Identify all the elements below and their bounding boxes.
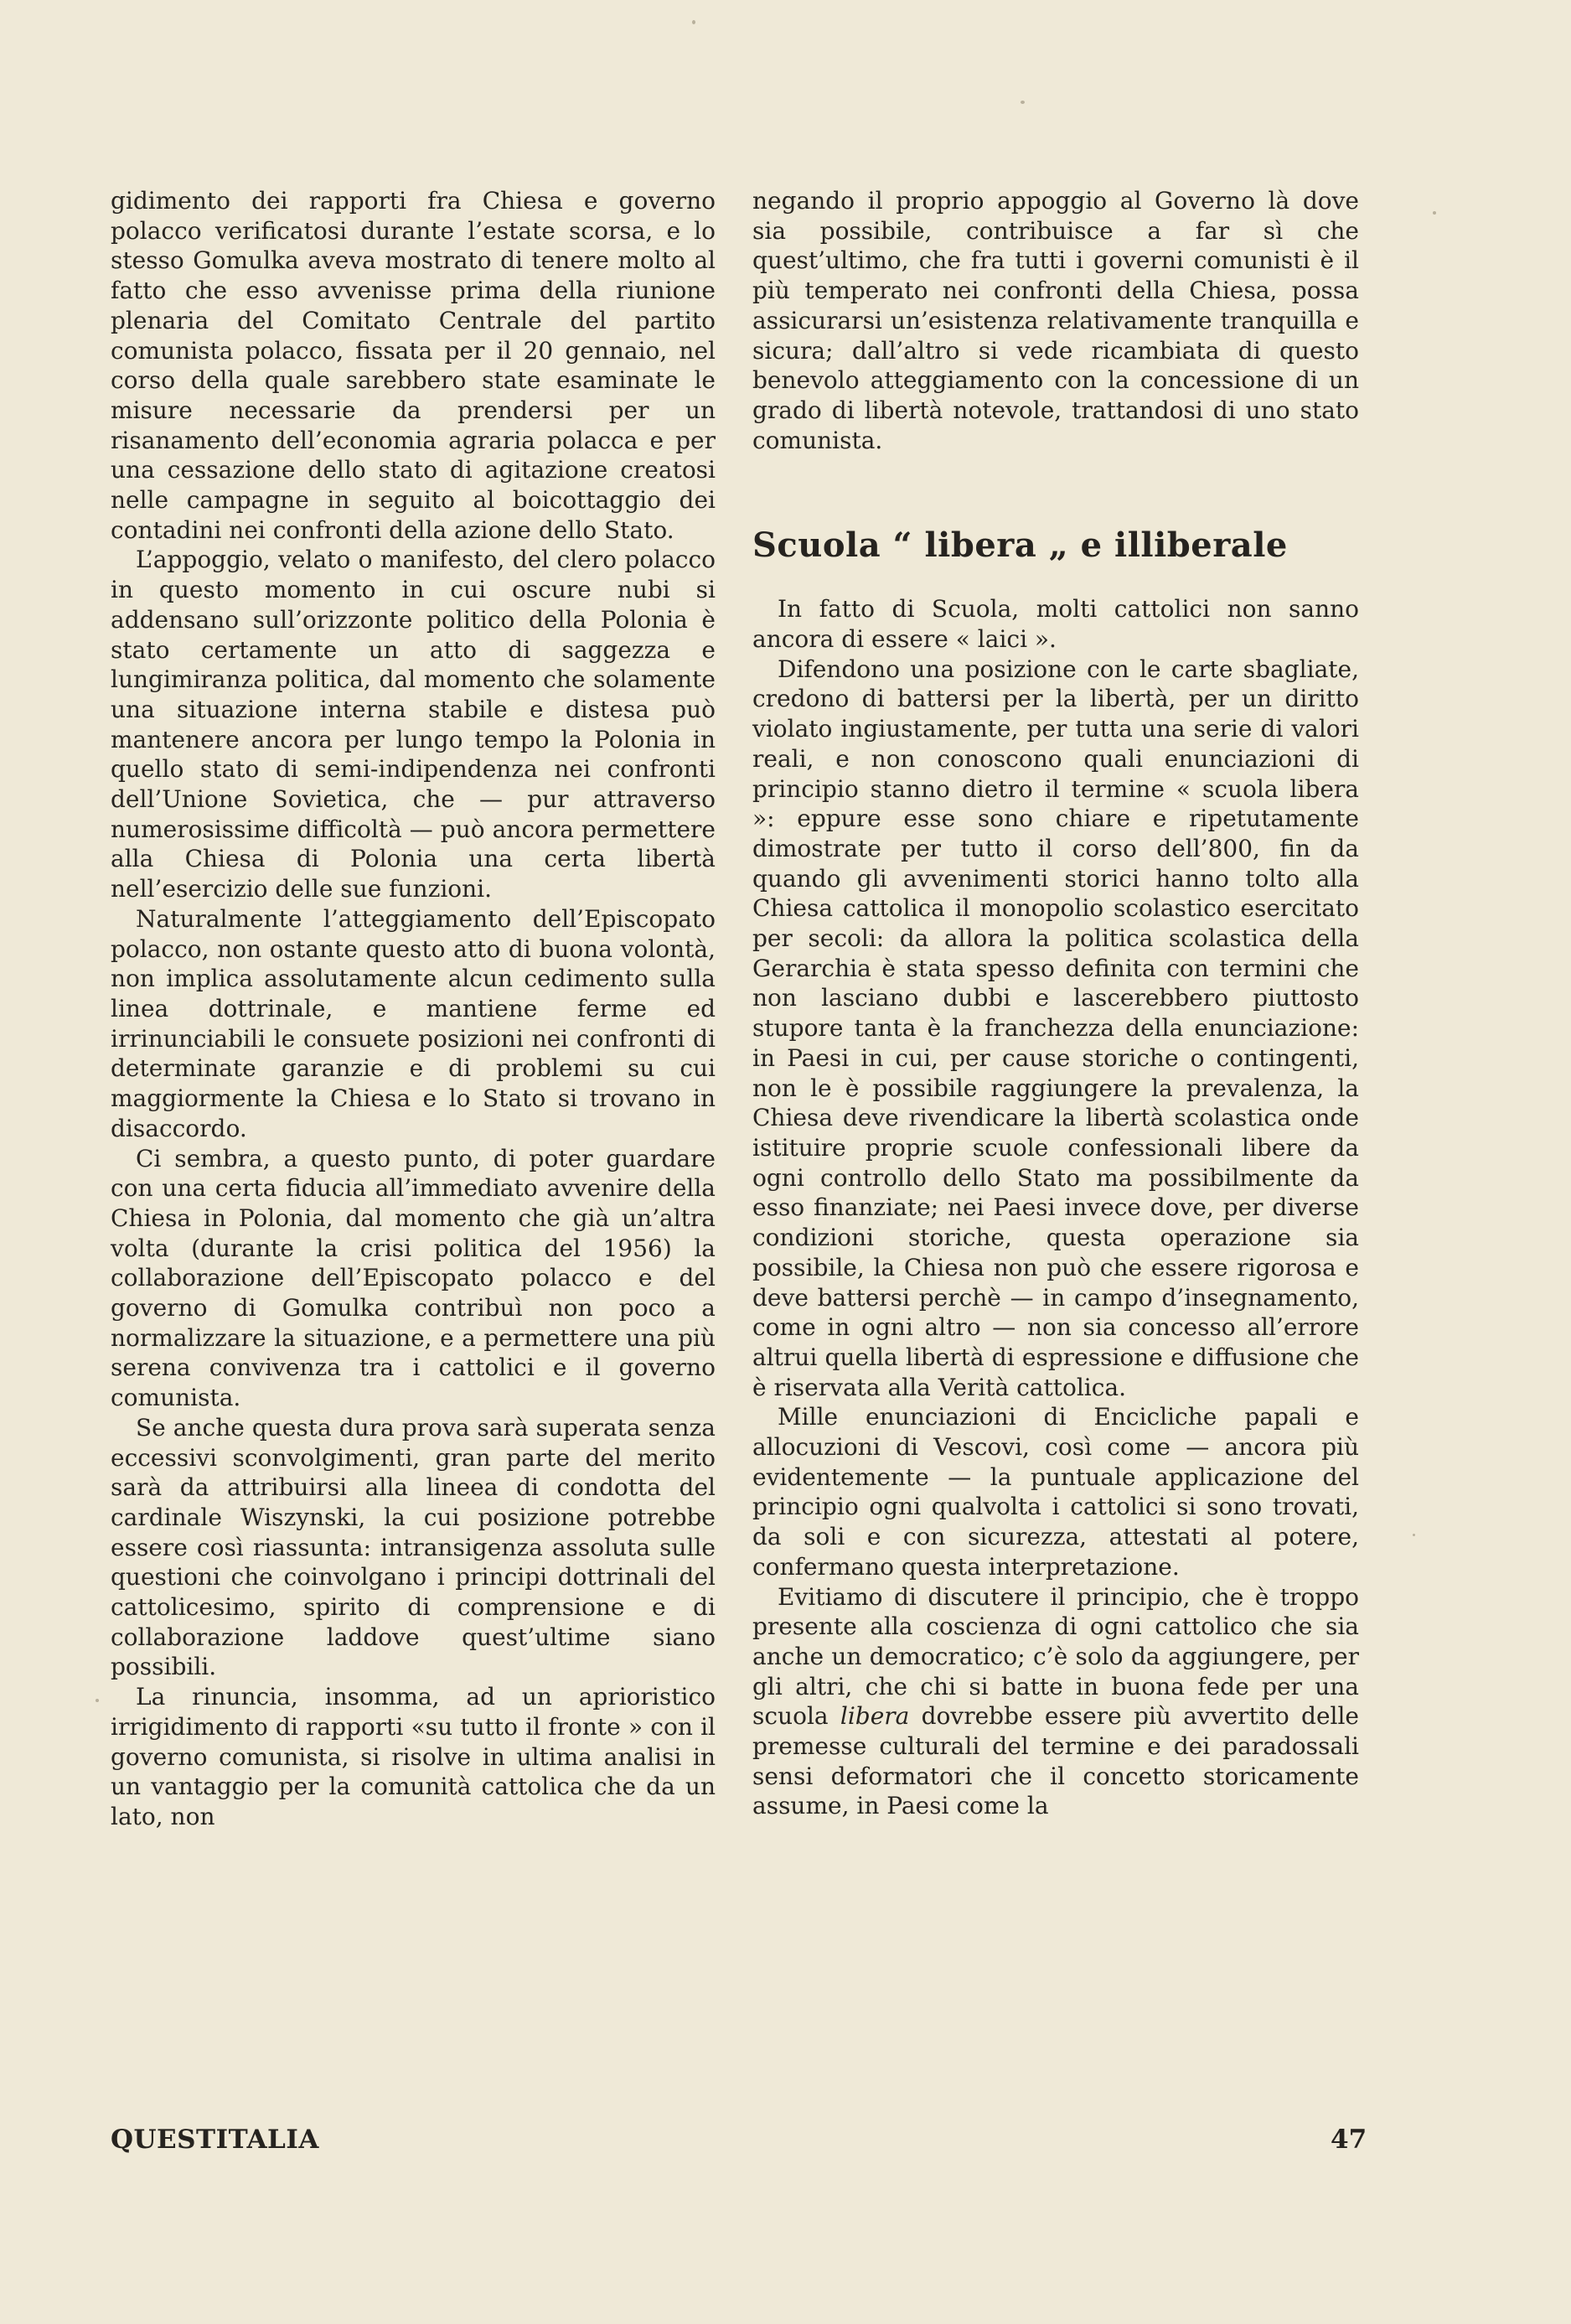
- page-number: 47: [1331, 2125, 1367, 2155]
- paper-speck: [1413, 1534, 1415, 1536]
- paper-speck: [1433, 211, 1436, 215]
- text-run: Evitiamo di discutere il principio, che è troppo presente alla coscienza di ogni cattolico che sia anche un democratico; c’è solo da aggiungere, per gli altri, che chi si batte in buona fede per una scuola: [752, 1582, 1359, 1731]
- body-paragraph: L’appoggio, velato o manifesto, del clero polacco in questo momento in cui oscure nubi si addensano sull’orizzonte politico della Polonia è stato certamente un atto di saggezza e lungimiranza politica, dal momento che solamente una situazione interna stabile e distesa può mantenere ancora per lungo tempo la Polonia in quello stato di semi-indipendenza nei confronti dell’Unione Sovietica, che — pur attraverso numerosissime difficoltà — può ancora permettere alla Chiesa di Polonia una certa libertà nell’esercizio delle sue funzioni.: [111, 546, 716, 903]
- body-paragraph: Ci sembra, a questo punto, di poter guardare con una certa fiducia all’immediato avvenire della Chiesa in Polonia, dal momento che già un’altra volta (durante la crisi politica del 1956) la collaborazione dell’Episcopato polacco e del governo di Gomulka contribuì non poco a normalizzare la situazione, e a permettere una più serena convivenza tra i cattolici e il governo comunista.: [111, 1144, 716, 1412]
- right-column: [752, 186, 1359, 1821]
- intro-paragraph: negando il proprio appoggio al Governo là dove sia possibile, contribuisce a far sì che quest’ultimo, che fra tutti i governi comunisti è il più temperato nei confronti della Chiesa, possa assicurarsi un’esistenza relativamente tranquilla e sicura; dall’altro si vede ricambiata di questo benevolo atteggiamento con la concessione di un grado di libertà notevole, trattandosi di uno stato comunista.: [752, 187, 1359, 454]
- body-paragraph: In fatto di Scuola, molti cattolici non sanno ancora di essere « laici ».: [752, 595, 1359, 654]
- publication-name: QUESTITALIA: [111, 2125, 319, 2155]
- body-paragraph: La rinuncia, insomma, ad un aprioristico irrigidimento di rapporti «su tutto il fronte » con il governo comunista, si risolve in ultima analisi in un vantaggio per la comunità cattolica che da un lato, non: [111, 1683, 716, 1830]
- text-run: dovrebbe essere più avvertito delle premesse culturali del termine e dei paradossali sensi deformatori che il concetto storicamente assume, in Paesi come la: [752, 1702, 1360, 1820]
- body-paragraph: Naturalmente l’atteggiamento dell’Episcopato polacco, non ostante questo atto di buona volontà, non implica assolutamente alcun cedimento sulla linea dottrinale, e mantiene ferme ed irrinunciabili le consuete posizioni nei confronti di determinate garanzie e di problemi su cui maggiormente la Chiesa e lo Stato si trovano in disaccordo.: [111, 904, 716, 1142]
- body-paragraph: Difendono una posizione con le carte sbagliate, credono di battersi per la libertà, per un diritto violato ingiustamente, per tutta una serie di valori reali, e non conoscono quali enunciazioni di principio stanno dietro il termine « scuola libera »: eppure esse sono chiare e ripetutamente dimostrate per tutto il corso dell’800, fin da quando gli avvenimenti storici hanno tolto alla Chiesa cattolica il monopolio scolastico esercitato per secoli: da allora la politica scolastica della Gerarchia è stata spesso definita con termini che non lasciano dubbi e lascerebbero piuttosto stupore tanta è la franchezza della enunciazione: in Paesi in cui, per cause storiche o contingenti, non le è possibile raggiungere la prevalenza, la Chiesa deve rivendicare la libertà scolastica onde istituire proprie scuole confessionali libere da ogni controllo dello Stato ma possibilmente da esso finanziate; nei Paesi invece dove, per diverse condizioni storiche, questa operazione sia possibile, la Chiesa non può che essere rigorosa e deve battersi perchè — in campo d’insegnamento, come in ogni altro — non sia concesso all’errore altrui quella libertà di espressione e diffusione che è riservata alla Verità cattolica.: [752, 655, 1359, 1401]
- italic-term: libera: [840, 1702, 910, 1731]
- section-heading: Scuola “ libera „ e illiberale: [752, 525, 1288, 566]
- body-paragraph: Se anche questa dura prova sarà superata senza eccessivi sconvolgimenti, gran parte del merito sarà da attribuirsi alla lineea di condotta del cardinale Wiszynski, la cui posizione potrebbe essere così riassunta: intransigenza assoluta sulle questioni che coinvolgano i principi dottrinali del cattolicesimo, spirito di comprensione e di collaborazione laddove quest’ultime siano possibili.: [111, 1413, 716, 1681]
- body-paragraph: gidimento dei rapporti fra Chiesa e governo polacco verificatosi durante l’estate scorsa, e lo stesso Gomulka aveva mostrato di tenere molto al fatto che esso avvenisse prima della riunione plenaria del Comitato Centrale del partito comunista polacco, fissata per il 20 gennaio, nel corso della quale sarebbero state esaminate le misure necessarie da prendersi per un risanamento dell’economia agraria polacca e per una cessazione dello stato di agitazione creatosi nelle campagne in seguito al boicottaggio dei contadini nei confronti della azione dello Stato.: [111, 187, 716, 544]
- left-column: [111, 186, 716, 1832]
- paper-speck: [1021, 101, 1025, 104]
- body-paragraph-last: [752, 1582, 1359, 1822]
- paper-speck: [692, 20, 695, 24]
- section-spacer: [752, 455, 1359, 525]
- paper-speck: [96, 1699, 99, 1702]
- body-paragraph: Mille enunciazioni di Encicliche papali e allocuzioni di Vescovi, così come — ancora più evidentemente — la puntuale applicazione del principio ogni qualvolta i cattolici si sono trovati, da soli e con sicurezza, attestati al potere, confermano questa interpretazione.: [752, 1403, 1359, 1581]
